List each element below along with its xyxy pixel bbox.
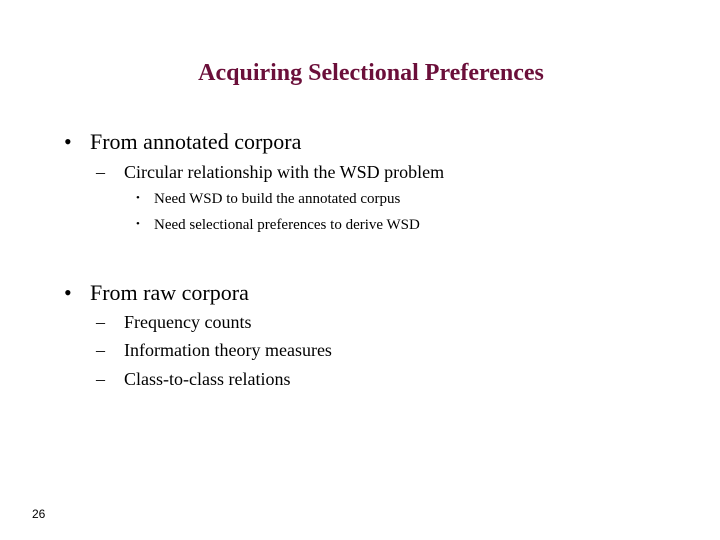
detail-need-selectional-preferences: [136, 217, 420, 234]
subpoint-text: Circular relationship with the WSD problem: [124, 162, 445, 182]
bullet-icon: •: [64, 280, 72, 305]
bullet-icon: •: [136, 192, 140, 204]
bullet-raw-corpora: [64, 280, 249, 306]
subpoint-circular-relationship: [96, 162, 444, 183]
dash-icon: –: [96, 340, 105, 360]
subpoint-text: Information theory measures: [124, 340, 332, 360]
bullet-icon: •: [136, 218, 140, 230]
bullet-text: From raw corpora: [90, 280, 249, 305]
detail-text: Need selectional preferences to derive WSD: [154, 217, 420, 233]
dash-icon: –: [96, 312, 105, 332]
subpoint-information-theory: [96, 340, 332, 361]
subpoint-class-relations: [96, 369, 290, 390]
page-number: 26: [32, 507, 46, 521]
subpoint-text: Class-to-class relations: [124, 369, 291, 389]
subpoint-text: Frequency counts: [124, 312, 252, 332]
bullet-annotated-corpora: [64, 129, 301, 155]
bullet-text: From annotated corpora: [90, 129, 302, 154]
detail-need-wsd: [136, 191, 400, 208]
detail-text: Need WSD to build the annotated corpus: [154, 191, 401, 207]
subpoint-frequency-counts: [96, 312, 251, 333]
dash-icon: –: [96, 162, 105, 182]
bullet-icon: •: [64, 129, 72, 154]
dash-icon: –: [96, 369, 105, 389]
slide-title: Acquiring Selectional Preferences: [198, 60, 544, 86]
